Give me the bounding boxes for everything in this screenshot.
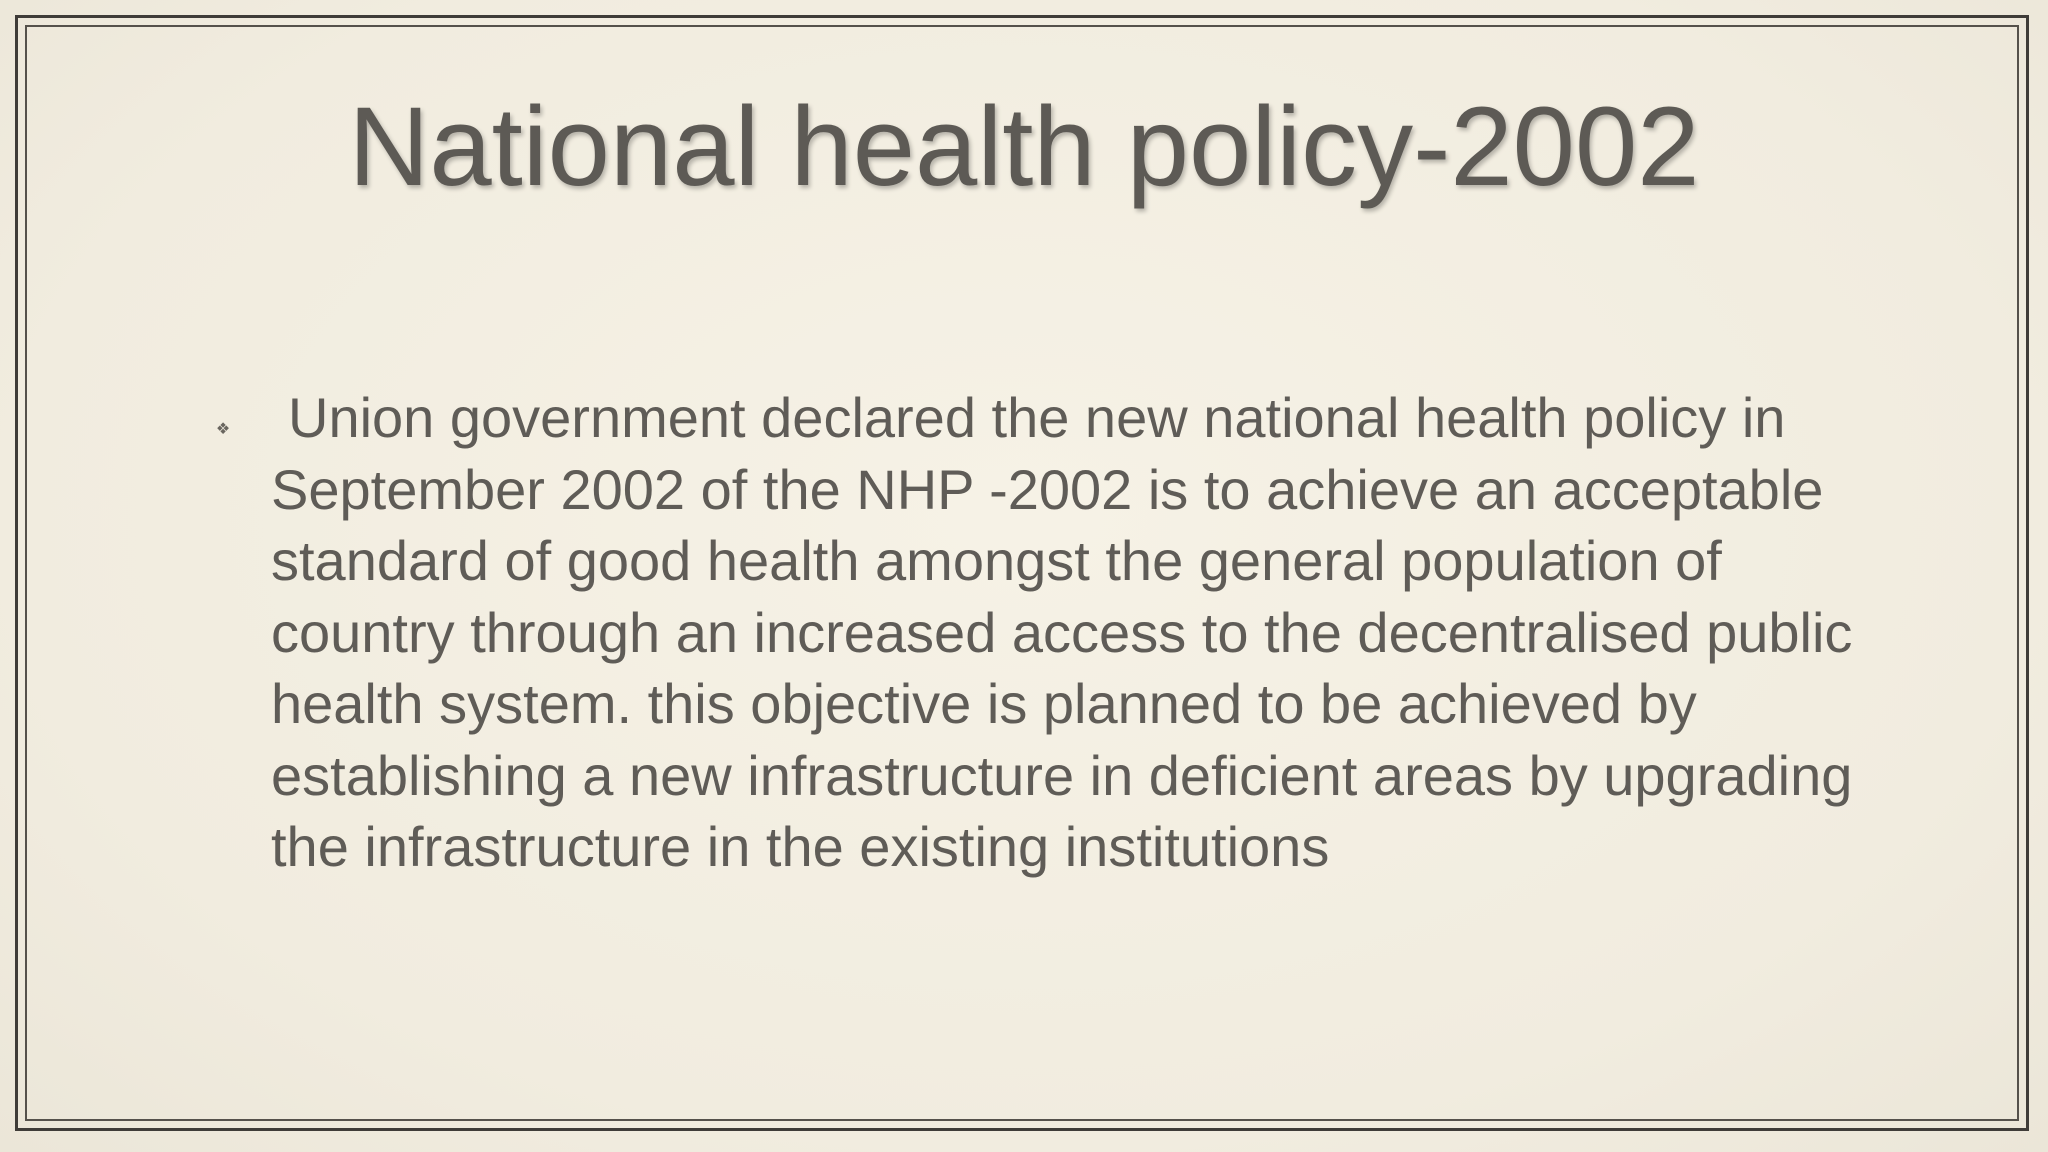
- slide-title: National health policy-2002: [348, 84, 1700, 209]
- bullet-diamond-icon: ❖: [215, 419, 231, 438]
- bullet-text: Union government declared the new national health policy in September 2002 of the NHP -2002 is to achieve an acceptable standard of good health amongst the general population of country through an increased access to the decentralised public health system. this objective is planned to be achieved by establishing a new infrastructure in deficient areas by upgrading the infrastructure in the existing institutions: [271, 386, 1853, 878]
